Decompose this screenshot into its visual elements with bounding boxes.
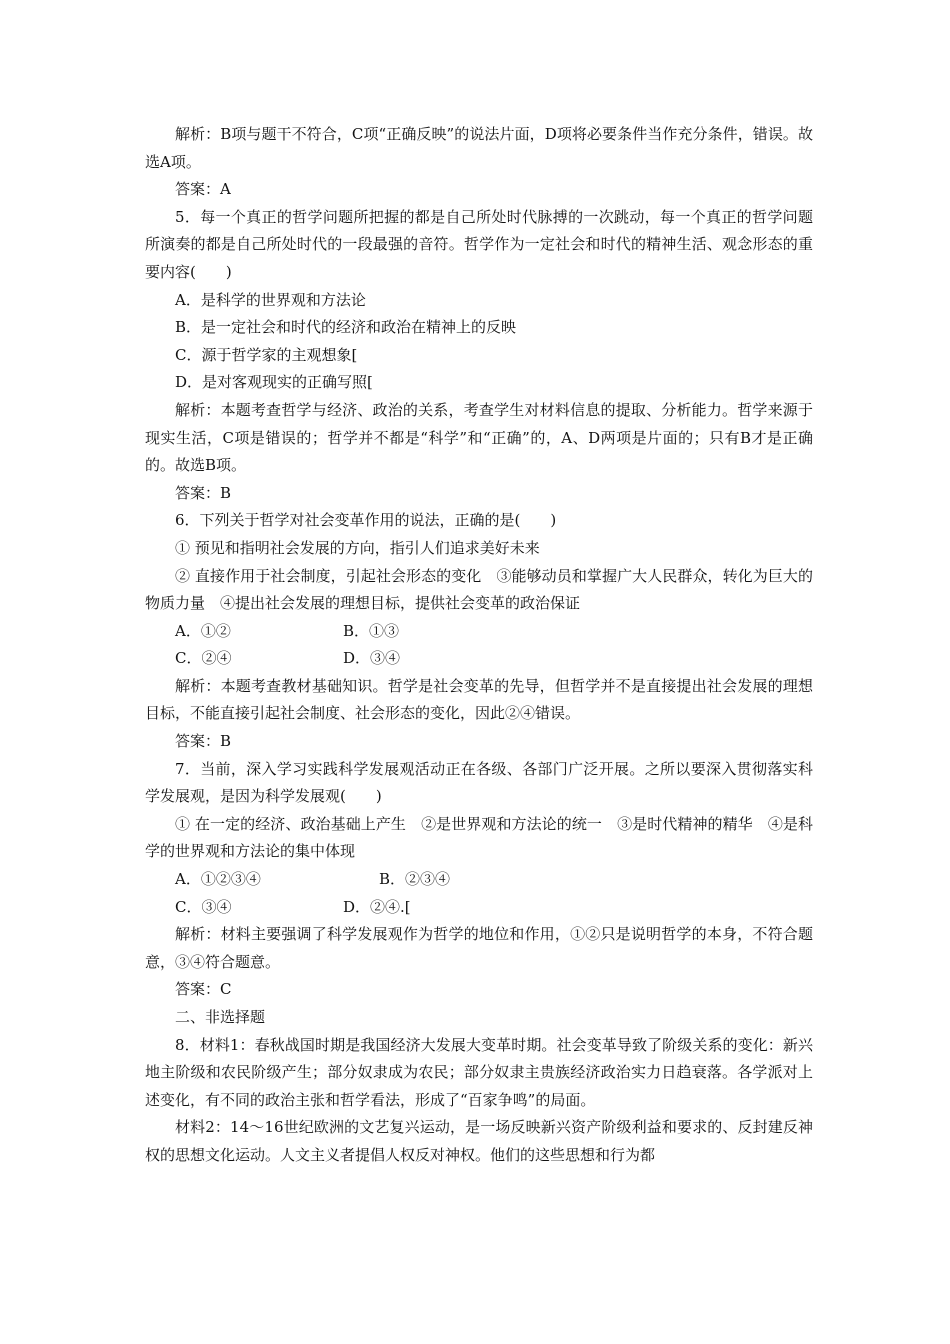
q6-options-row-2 bbox=[145, 645, 813, 673]
q7-options-row-2 bbox=[145, 894, 813, 922]
q7-option-a: A．①②③④ bbox=[175, 870, 261, 889]
q5-stem: 5．每一个真正的哲学问题所把握的都是自己所处时代脉搏的一次跳动，每一个真正的哲学问题所演奏的都是自己所处时代的一段最强的音符。哲学作为一定社会和时代的精神生活、观念形态的重要内容( ) bbox=[145, 207, 813, 281]
q6-analysis: 解析：本题考查教材基础知识。哲学是社会变革的先导，但哲学并不是直接提出社会发展的理想目标，不能直接引起社会制度、社会形态的变化，因此②④错误。 bbox=[145, 676, 813, 723]
q4-answer: 答案：A bbox=[175, 180, 231, 199]
q7-items: ① 在一定的经济、政治基础上产生 ②是世界观和方法论的统一 ③是时代精神的精华 ④是科学的世界观和方法论的集中体现 bbox=[145, 814, 813, 861]
q6-option-b: B．①③ bbox=[343, 621, 400, 640]
q7-option-c: C．③④ bbox=[175, 897, 232, 916]
q6-option-d: D．③④ bbox=[343, 649, 401, 668]
q7-analysis: 解析：材料主要强调了科学发展观作为哲学的地位和作用，①②只是说明哲学的本身，不符合题意，③④符合题意。 bbox=[145, 925, 813, 971]
q7-option-b: B．②③④ bbox=[379, 870, 451, 889]
section-heading-non-choice: 二、非选择题 bbox=[175, 1008, 266, 1026]
q5-option-a: A．是科学的世界观和方法论 bbox=[175, 290, 366, 309]
document-body bbox=[145, 121, 813, 1170]
q5-option-d: D．是对客观现实的正确写照[ bbox=[175, 373, 373, 392]
q7-option-d: D．②④.[ bbox=[343, 897, 411, 916]
q7-stem: 7．当前，深入学习实践科学发展观活动正在各级、各部门广泛开展。之所以要深入贯彻落实科学发展观，是因为科学发展观( ) bbox=[145, 759, 813, 806]
q4-analysis: 解析：B项与题干不符合，C项“正确反映”的说法片面，D项将必要条件当作充分条件，错误。故选A项。 bbox=[145, 125, 813, 171]
q6-option-a: A．①② bbox=[175, 621, 231, 640]
q7-answer: 答案：C bbox=[175, 980, 232, 999]
q8-material-2: 材料2：14～16世纪欧洲的文艺复兴运动，是一场反映新兴资产阶级利益和要求的、反封建反神权的思想文化运动。人文主义者提倡人权反对神权。他们的这些思想和行为都 bbox=[145, 1118, 813, 1164]
q5-option-b: B．是一定社会和时代的经济和政治在精神上的反映 bbox=[175, 318, 517, 337]
q6-options-row-1 bbox=[145, 618, 813, 646]
q6-option-c: C．②④ bbox=[175, 649, 232, 668]
q6-stem: 6．下列关于哲学对社会变革作用的说法，正确的是( ) bbox=[175, 511, 557, 530]
q7-options-row-1 bbox=[145, 866, 813, 894]
q6-item-1: ① 预见和指明社会发展的方向，指引人们追求美好未来 bbox=[175, 538, 540, 557]
q5-analysis: 解析：本题考查哲学与经济、政治的关系，考查学生对材料信息的提取、分析能力。哲学来源于现实生活，C项是错误的；哲学并不都是“科学”和“正确”的，A、D两项是片面的；只有B才是正确的。故选B项。 bbox=[145, 400, 813, 475]
q6-items-2-4: ② 直接作用于社会制度，引起社会形态的变化 ③能够动员和掌握广大人民群众，转化为巨大的物质力量 ④提出社会发展的理想目标，提供社会变革的政治保证 bbox=[145, 566, 813, 613]
q6-answer: 答案：B bbox=[175, 732, 232, 751]
q5-option-c: C．源于哲学家的主观想象[ bbox=[175, 345, 358, 364]
q5-answer: 答案：B bbox=[175, 483, 232, 502]
q8-material-1: 8．材料1：春秋战国时期是我国经济大发展大变革时期。社会变革导致了阶级关系的变化：新兴地主阶级和农民阶级产生；部分奴隶成为农民；部分奴隶主贵族经济政治实力日趋衰落。各学派对上述变化，有不同的政治主张和哲学看法，形成了“百家争鸣”的局面。 bbox=[145, 1035, 813, 1109]
